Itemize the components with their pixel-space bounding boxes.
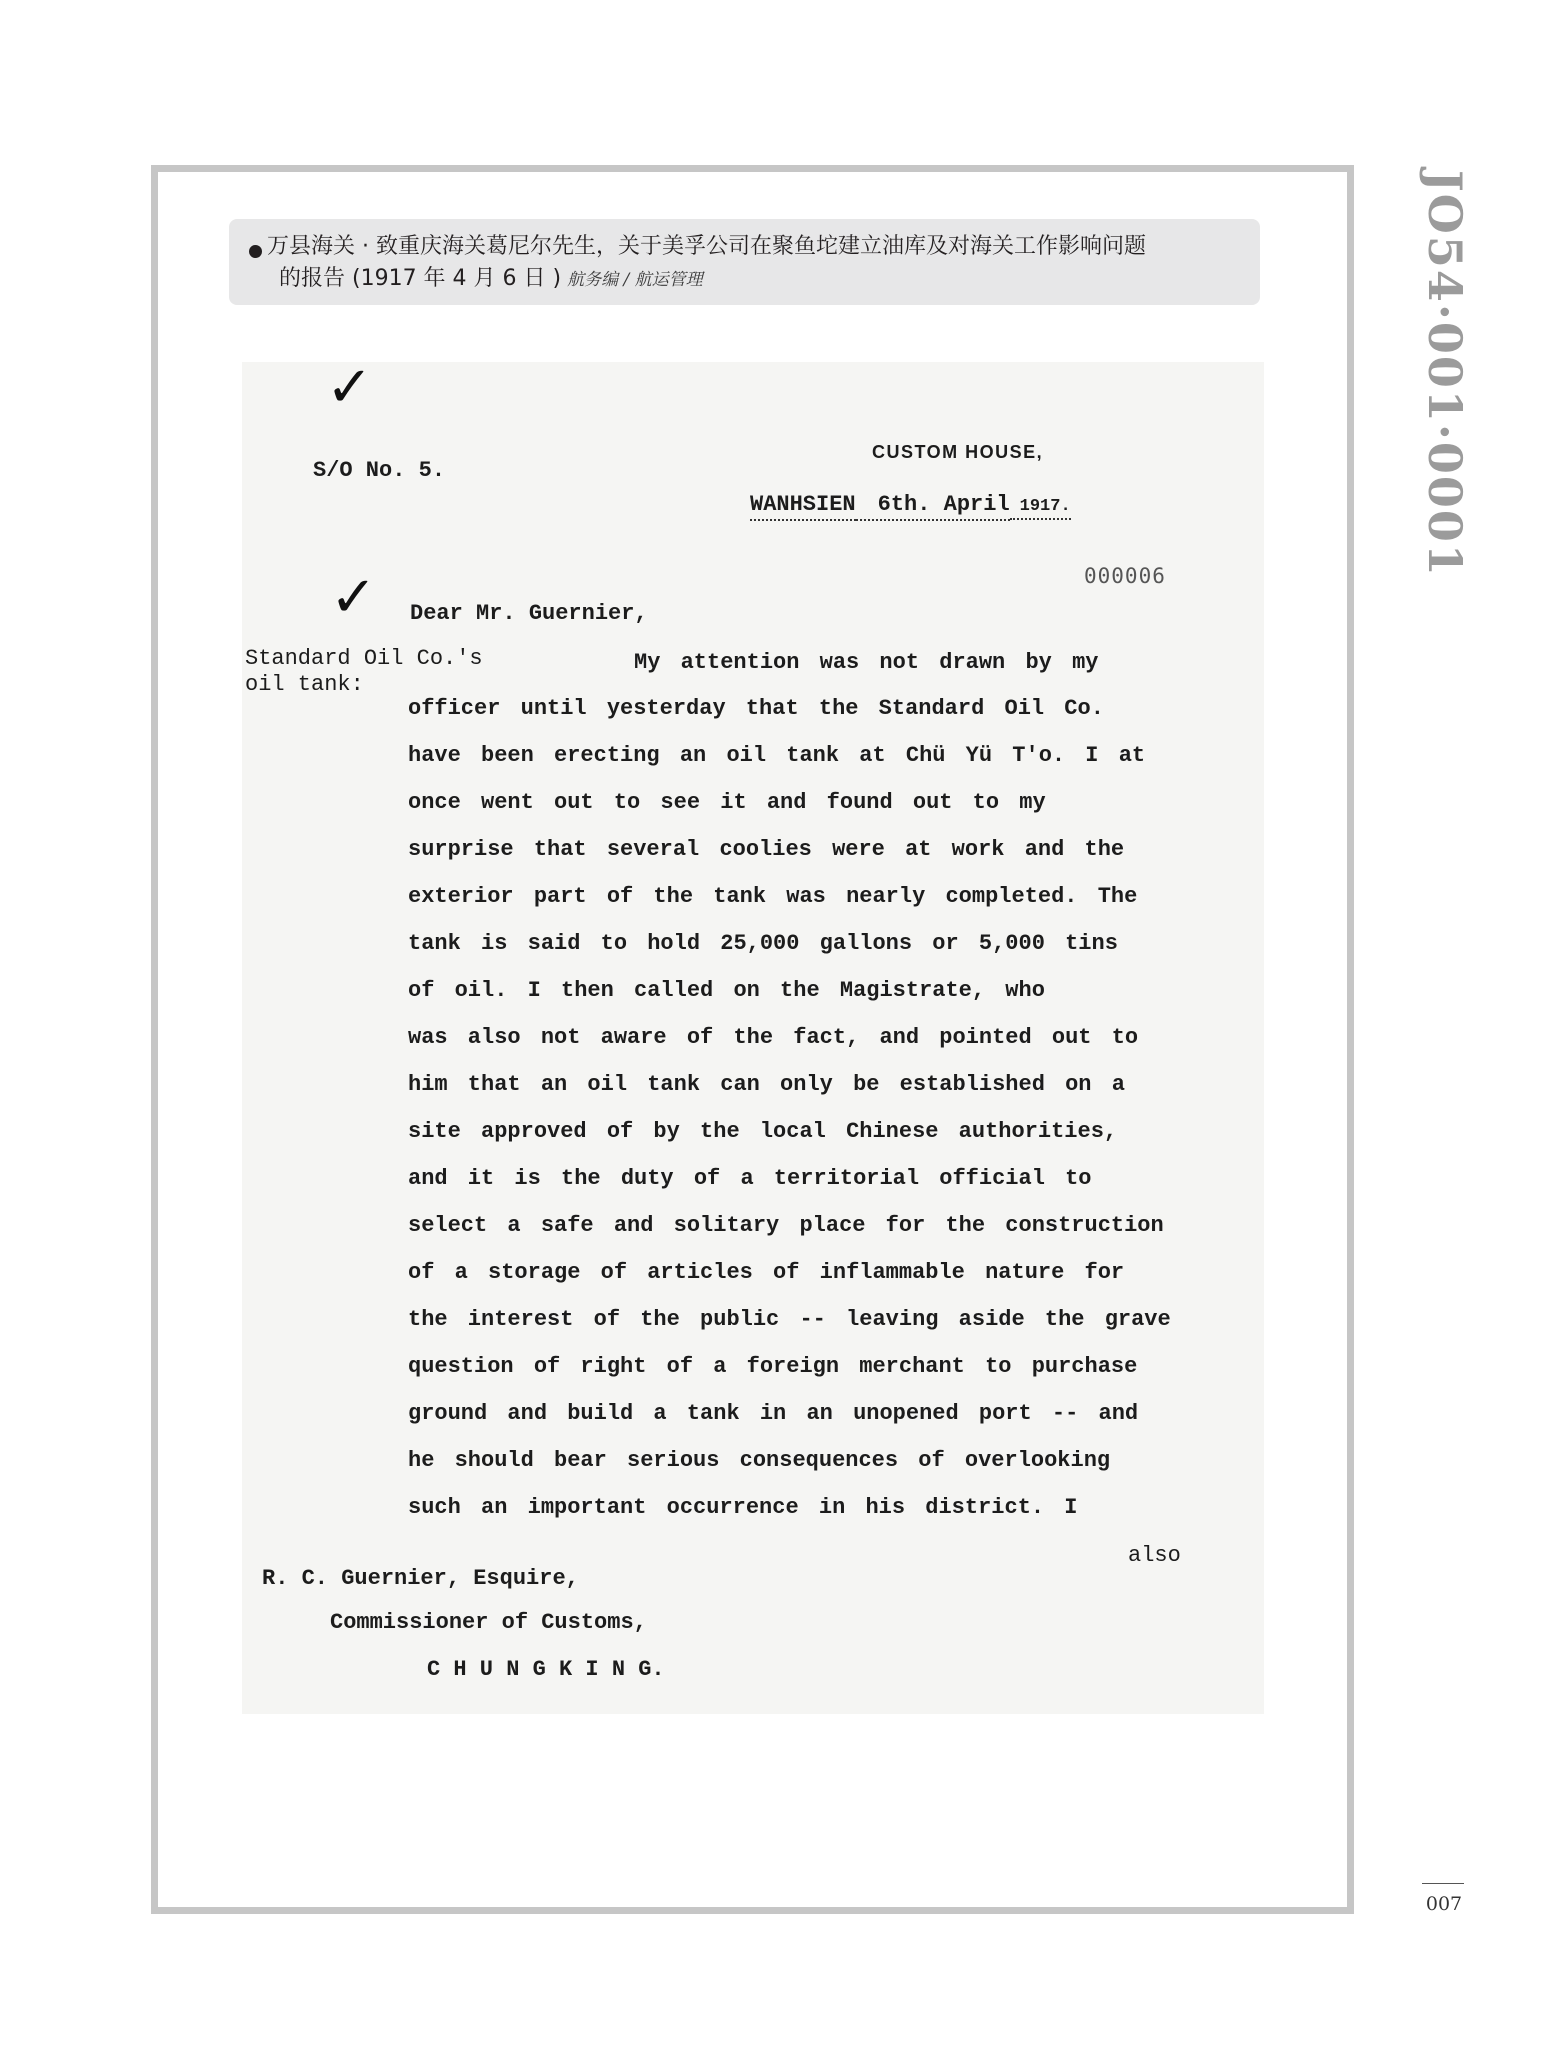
- document-caption: [229, 219, 1260, 305]
- caption-title-line1: 万县海关 · 致重庆海关葛尼尔先生，关于美孚公司在聚鱼坨建立油库及对海关工作影响问题: [267, 234, 1146, 259]
- margin-note-line2: oil tank:: [245, 672, 364, 697]
- caption-date: 的报告 (1917 年 4 月 6 日 ): [279, 266, 562, 291]
- letter-body-line: of oil. I then called on the Magistrate, who: [408, 978, 1045, 1003]
- letter-reference: S/O No. 5.: [313, 458, 446, 483]
- letter-body-line: have been erecting an oil tank at Chü Yü T'o. I at: [408, 743, 1146, 768]
- letter-body-line: ground and build a tank in an unopened port -- and: [408, 1401, 1139, 1426]
- letter-body-line: officer until yesterday that the Standard Oil Co.: [408, 696, 1104, 721]
- letter-date: 6th. April: [856, 492, 1010, 521]
- letter-body-line: such an important occurrence in his district. I: [408, 1495, 1078, 1520]
- letter-body-line: was also not aware of the fact, and pointed out to: [408, 1025, 1139, 1050]
- page-number-rule: [1422, 1883, 1464, 1884]
- letter-body-line: select a safe and solitary place for the construction: [408, 1213, 1164, 1238]
- letter-body-line: he should bear serious consequences of overlooking: [408, 1448, 1111, 1473]
- letter-year: 1917.: [1010, 497, 1071, 520]
- caption-category-tag: 航务编 / 航运管理: [567, 270, 703, 290]
- margin-note-line1: Standard Oil Co.'s: [245, 646, 483, 671]
- letter-place-date: [750, 492, 1071, 517]
- page-number: 007: [1425, 1893, 1463, 1915]
- letter-body-line: once went out to see it and found out to my: [408, 790, 1046, 815]
- letter-body-line: him that an oil tank can only be established on a: [408, 1072, 1125, 1097]
- salutation: Dear Mr. Guernier,: [410, 601, 648, 626]
- letter-first-line: My attention was not drawn by my: [634, 650, 1099, 675]
- addressee-city: C H U N G K I N G.: [427, 1657, 665, 1682]
- catchword: also: [1128, 1543, 1181, 1568]
- caption-title-line2: [267, 263, 1240, 296]
- archive-stamp: 000006: [1084, 564, 1166, 588]
- letter-body-line: and it is the duty of a territorial official to: [408, 1166, 1092, 1191]
- letter-body-line: exterior part of the tank was nearly completed. The: [408, 884, 1138, 909]
- addressee-title: Commissioner of Customs,: [330, 1610, 647, 1635]
- letter-body-line: question of right of a foreign merchant to purchase: [408, 1354, 1138, 1379]
- check-mark-icon: ✓: [326, 355, 373, 420]
- letter-place: WANHSIEN: [750, 492, 856, 521]
- letter-body-line: surprise that several coolies were at work and the: [408, 837, 1125, 862]
- archive-serial-number: JO54·001·0001: [1418, 170, 1472, 578]
- bullet-icon: [249, 245, 262, 258]
- letter-body-line: site approved of by the local Chinese authorities,: [408, 1119, 1118, 1144]
- letterhead: CUSTOM HOUSE,: [872, 442, 1044, 462]
- letter-body-line: tank is said to hold 25,000 gallons or 5,000 tins: [408, 931, 1118, 956]
- letter-body-line: of a storage of articles of inflammable nature for: [408, 1260, 1125, 1285]
- check-mark-icon: ✓: [330, 565, 377, 630]
- letter-body-line: the interest of the public -- leaving aside the grave: [408, 1307, 1171, 1332]
- addressee-name: R. C. Guernier, Esquire,: [262, 1566, 579, 1591]
